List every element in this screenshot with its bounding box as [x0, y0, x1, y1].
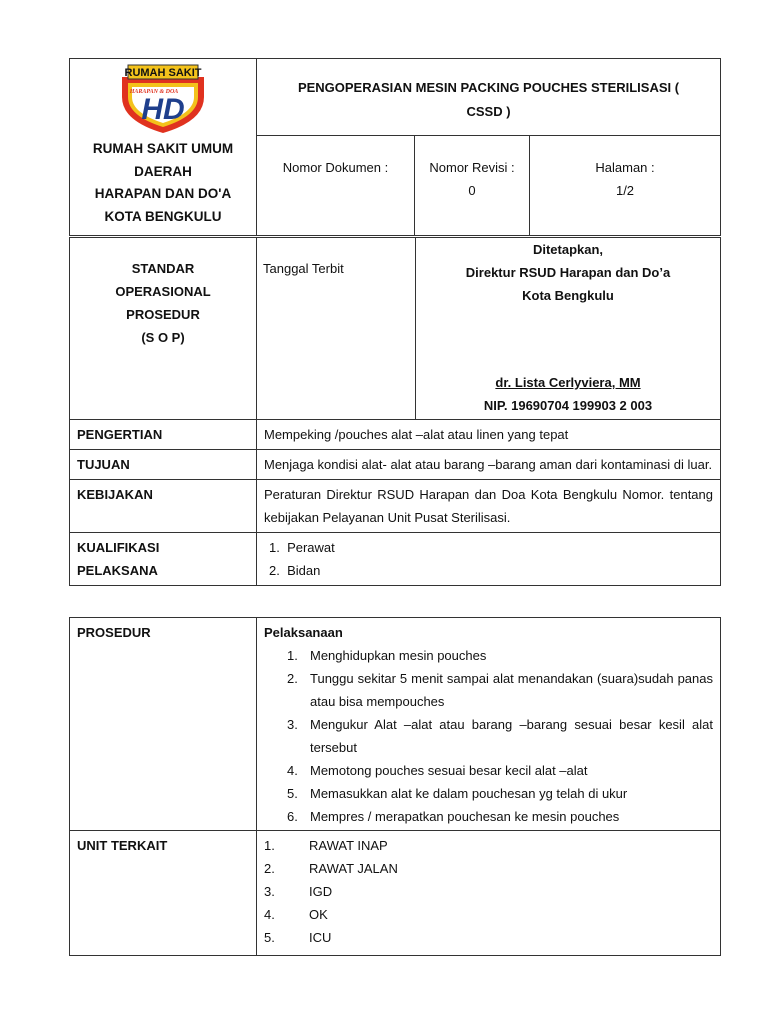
approval-cell: [416, 238, 721, 420]
logo-sub: HARAPAN & DOA: [129, 89, 179, 95]
kualifikasi-label-cell: [70, 533, 257, 586]
hospital-line1: RUMAH SAKIT UMUM: [92, 141, 234, 156]
list-item: 4. OK: [264, 907, 328, 922]
revision-value: 0: [468, 183, 476, 198]
list-item: 3. IGD: [264, 884, 333, 899]
list-item: 3. Mengukur Alat –alat atau barang –barang sesuai besar kesil alat tersebut: [287, 717, 713, 755]
pengertian-text: Mempeking /pouches alat –alat atau linen yang tepat: [257, 420, 721, 450]
list-item: 1. Perawat: [269, 540, 335, 555]
list-item: 5. ICU: [264, 930, 332, 945]
title-line1: PENGOPERASIAN MESIN PACKING POUCHES STERILISASI (: [297, 80, 680, 95]
logo-text: RUMAH SAKIT: [124, 67, 202, 79]
hospital-line2: DAERAH: [134, 163, 192, 179]
procedure-table: [69, 617, 721, 956]
list-item: 1. RAWAT INAP: [264, 838, 388, 853]
hospital-cell: [70, 59, 257, 236]
hospital-line4: KOTA BENGKULU: [104, 208, 222, 224]
pengertian-label: PENGERTIAN: [70, 420, 257, 450]
director-city: Kota Bengkulu: [522, 288, 614, 303]
prosedur-heading: Pelaksanaan: [264, 625, 343, 640]
list-item: 1. Menghidupkan mesin pouches: [287, 648, 487, 663]
director-title: Direktur RSUD Harapan dan Do’a: [465, 265, 671, 280]
signer-nip: NIP. 19690704 199903 2 003: [483, 398, 653, 413]
sop-line4: (S O P): [141, 330, 185, 345]
list-item: 2. Bidan: [269, 563, 321, 578]
unit-list: [264, 834, 713, 949]
kebijakan-text: Peraturan Direktur RSUD Harapan dan Doa Kota Bengkulu Nomor. tentang kebijakan Pelayanan Unit Pusat Sterilisasi.: [257, 480, 721, 533]
unit-label: UNIT TERKAIT: [70, 831, 257, 956]
hospital-line3: HARAPAN DAN DO'A: [94, 186, 232, 201]
list-item: 4. Memotong pouches sesuai besar kecil alat –alat: [287, 763, 588, 778]
sop-line2: OPERASIONAL: [115, 284, 211, 299]
list-item: 5. Memasukkan alat ke dalam pouchesan yg telah di ukur: [287, 786, 628, 801]
hospital-logo: [114, 63, 212, 135]
sop-table: [69, 237, 721, 586]
prosedur-steps: [287, 644, 713, 828]
kualifikasi-list: [257, 533, 721, 586]
tujuan-text: Menjaga kondisi alat- alat atau barang –barang aman dari kontaminasi di luar.: [257, 450, 721, 480]
issue-date-label: Tanggal Terbit: [263, 261, 344, 276]
kualifikasi-label1: KUALIFIKASI: [77, 540, 160, 555]
kualifikasi-label2: PELAKSANA: [77, 563, 158, 578]
logo-letters: HD: [141, 93, 185, 126]
prosedur-label: PROSEDUR: [70, 618, 257, 831]
list-item: 2. RAWAT JALAN: [264, 861, 398, 876]
page-cell: [530, 136, 721, 236]
signer-name: dr. Lista Cerlyviera, MM: [495, 375, 641, 390]
revision-cell: [415, 136, 530, 236]
sop-title-cell: [70, 238, 257, 420]
tujuan-label: TUJUAN: [70, 450, 257, 480]
revision-label: Nomor Revisi :: [429, 160, 515, 175]
list-item: 6. Mempres / merapatkan pouchesan ke mesin pouches: [287, 809, 620, 824]
header-table: [69, 58, 721, 236]
sop-line1: STANDAR: [131, 261, 195, 276]
established-label: Ditetapkan,: [532, 242, 604, 257]
page-label: Halaman :: [595, 160, 655, 175]
unit-cell: [257, 831, 721, 956]
prosedur-cell: [257, 618, 721, 831]
doc-number-cell: [257, 136, 415, 236]
list-item: 2. Tunggu sekitar 5 menit sampai alat menandakan (suara)sudah panas atau bisa mempouches: [287, 671, 713, 709]
issue-date-cell: [257, 238, 416, 420]
sop-line3: PROSEDUR: [126, 307, 200, 322]
doc-number-label: Nomor Dokumen :: [282, 160, 389, 175]
page-value: 1/2: [615, 183, 635, 198]
kebijakan-label: KEBIJAKAN: [70, 480, 257, 533]
title-line2: CSSD ): [466, 104, 511, 119]
document-title: [257, 59, 721, 136]
